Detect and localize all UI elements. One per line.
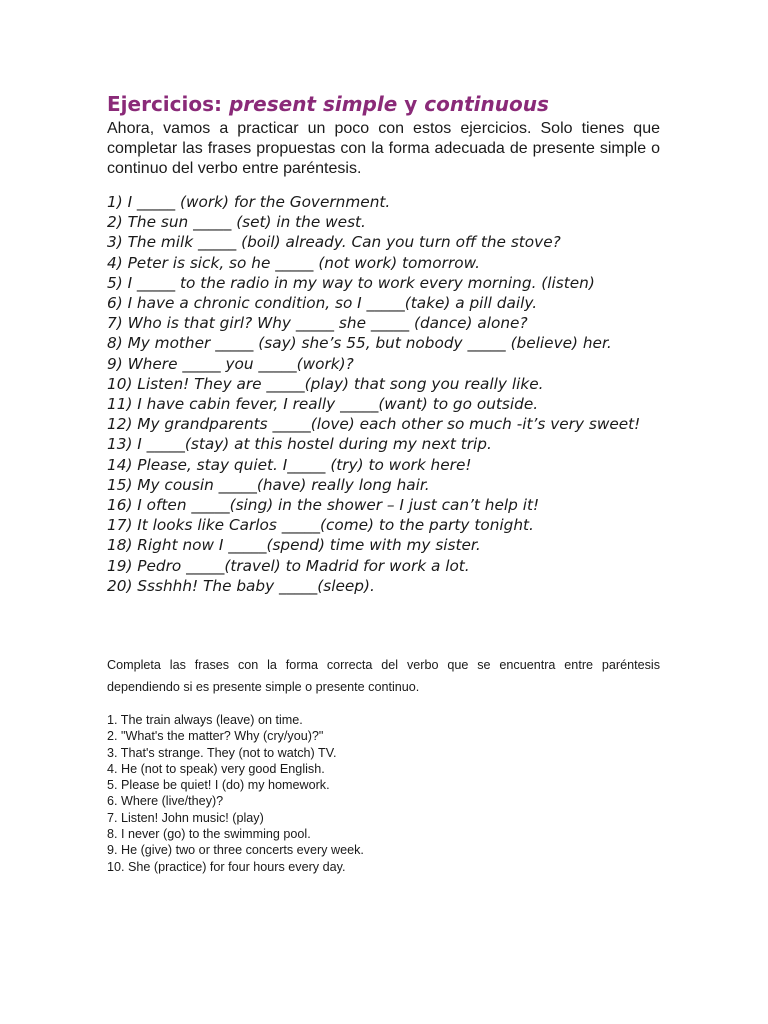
page-title <box>107 90 660 118</box>
exercise-section <box>107 90 660 596</box>
practice-item: 5. Please be quiet! I (do) my homework. <box>107 778 330 793</box>
exercise-item: 5) I _____ to the radio in my way to work every morning. (listen) <box>107 273 595 292</box>
exercise-item: 16) I often _____(sing) in the shower – I just can’t help it! <box>107 496 540 515</box>
exercise-item: 10) Listen! They are _____(play) that song you really like. <box>107 374 544 393</box>
title-term-continuous: continuous <box>424 92 549 116</box>
exercise-list <box>107 192 660 596</box>
practice-item: 2. "What's the matter? Why (cry/you)?" <box>107 729 324 744</box>
practice-item: 6. Where (live/they)? <box>107 794 224 809</box>
practice-section <box>107 654 660 875</box>
practice-item: 1. The train always (leave) on time. <box>107 713 303 727</box>
title-prefix: Ejercicios: <box>107 92 229 116</box>
practice-item: 8. I never (go) to the swimming pool. <box>107 827 311 842</box>
exercise-item: 17) It looks like Carlos _____(come) to the party tonight. <box>107 516 534 535</box>
exercise-item: 4) Peter is sick, so he _____ (not work) tomorrow. <box>107 253 480 272</box>
exercise-item: 12) My grandparents _____(love) each other so much -it’s very sweet! <box>107 415 641 434</box>
exercise-item: 8) My mother _____ (say) she’s 55, but nobody _____ (believe) her. <box>107 334 612 353</box>
exercise-item: 14) Please, stay quiet. I_____ (try) to work here! <box>107 455 472 474</box>
exercise-item: 20) Ssshhh! The baby _____(sleep). <box>107 576 375 595</box>
exercise-item: 9) Where _____ you _____(work)? <box>107 354 354 373</box>
exercise-item: 2) The sun _____ (set) in the west. <box>107 213 366 232</box>
practice-item: 9. He (give) two or three concerts every week. <box>107 843 364 858</box>
exercise-item: 18) Right now I _____(spend) time with my sister. <box>107 536 481 555</box>
exercise-item: 15) My cousin _____(have) really long hair. <box>107 475 430 494</box>
instructions-paragraph: Completa las frases con la forma correcta del verbo que se encuentra entre paréntesis dependiendo si es presente simple o presente continuo. <box>107 658 660 694</box>
title-term-present-simple: present simple <box>228 92 398 116</box>
exercise-item: 6) I have a chronic condition, so I _____(take) a pill daily. <box>107 294 538 313</box>
exercise-item: 19) Pedro _____(travel) to Madrid for work a lot. <box>107 556 470 575</box>
practice-item: 10. She (practice) for four hours every day. <box>107 859 346 874</box>
exercise-item: 3) The milk _____ (boil) already. Can you turn off the stove? <box>107 233 561 252</box>
practice-list <box>107 712 660 875</box>
practice-item: 4. He (not to speak) very good English. <box>107 761 325 776</box>
exercise-item: 7) Who is that girl? Why _____ she _____ (dance) alone? <box>107 314 528 333</box>
title-joiner: y <box>397 92 425 116</box>
practice-item: 3. That's strange. They (not to watch) TV. <box>107 745 337 760</box>
exercise-item: 11) I have cabin fever, I really _____(want) to go outside. <box>107 395 539 414</box>
exercise-item: 13) I _____(stay) at this hostel during my next trip. <box>107 435 492 454</box>
exercise-item: 1) I _____ (work) for the Government. <box>107 193 391 211</box>
intro-paragraph: Ahora, vamos a practicar un poco con estos ejercicios. Solo tienes que completar las frases propuestas con la forma adecuada de presente simple o continuo del verbo entre paréntesis. <box>107 120 660 177</box>
practice-item: 7. Listen! John music! (play) <box>107 810 264 825</box>
